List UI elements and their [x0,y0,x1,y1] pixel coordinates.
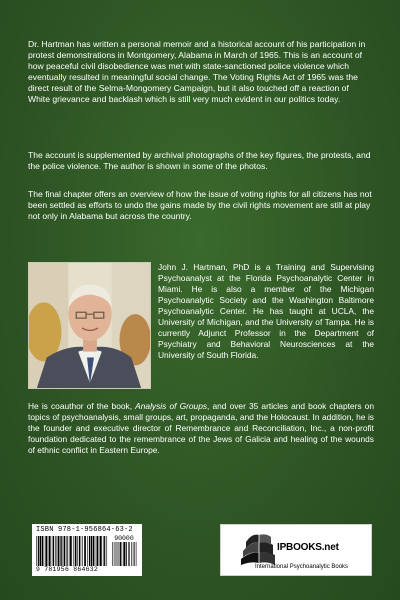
barcode-bar [48,536,49,566]
credits-intro: He is coauthor of the book, [28,401,136,411]
barcode-bar [69,536,70,566]
blurb-paragraph-1: Dr. Hartman has written a personal memoir and a historical account of his participation in protest demonstrations in Montgomery, Alabama in March of 1965. This is an account of how peaceful civil disobedience was met with state-sanctioned police violence which eventually resulted in meaningful social change. The Voting Rights Act of 1965 was the direct result of the Selma-Mongomery Campaign, but it also touched off a reaction of White grievance and backlash which is still very much evident in our politics today. [28,39,366,105]
barcode-bar [95,536,96,566]
barcode-bar [87,536,88,566]
barcode-bar [55,536,56,566]
barcode-digits: 9 781956 864632 [36,566,99,573]
blurb-paragraph-2: The account is supplemented by archival photographs of the key figures, the protests, and the police violence. The author is shown in some of the photos. [28,150,371,172]
barcode-bar [53,536,54,566]
barcode-bar [134,542,135,566]
barcode-bar [128,542,129,566]
publisher-name: IPBOOKS.net [277,542,339,553]
book-title: Analysis of Groups [135,401,208,411]
barcode-bar [89,536,90,566]
barcode-addon-number: 90000 [114,535,134,542]
barcode-bar [106,536,107,566]
barcode-bar [38,536,39,566]
barcode-bar [91,536,93,566]
book-stack-icon [237,529,277,567]
barcode-bar [45,536,47,566]
barcode-bar [112,542,113,566]
isbn-text: ISBN 978-1-956864-63-2 [36,526,133,534]
credits-rest: , and over 35 articles and book chapters on topics of psychoanalysis, small groups, art, propaganda, and the Holocaust. In addition, he is the founder and executive director of Remembrance and Reconciliation, Inc., a non-profit foundation dedicated to the remembrance of the Jews of Galicia and healing of the wounds of ethnic conflict in Eastern Europe. [28,401,374,455]
publisher-logo [220,524,372,576]
barcode-bar [52,536,53,566]
barcode-bar [70,536,72,566]
barcode-bar [100,536,102,566]
barcode-bar [136,542,137,566]
barcode-bar [103,536,104,566]
barcode-bar [73,536,74,566]
barcode-bar [104,536,105,566]
barcode-bar [126,542,127,566]
barcode-bar [61,536,62,566]
barcode-bar [49,536,51,566]
barcode-bar [57,536,58,566]
barcode-bar [58,536,60,566]
author-photo [28,262,151,389]
barcode-bar [40,536,42,566]
barcode-bar [82,536,83,566]
barcode-bar [60,536,61,566]
barcode-bar [133,542,134,566]
barcode-bar [114,542,115,566]
barcode-bar [84,536,86,566]
isbn-barcode [32,524,142,576]
author-bio: John J. Hartman, PhD is a Training and Supervising Psychoanalyst at the Florida Psychoanalytic Center in Miami. He is also a member of the Michigan Psychoanalytic Society and the Washington Baltimore Psychoanalytic Center. He has taught at UCLA, the University of Michigan, and the University of Tampa. He is currently Adjunct Professor in the Department of Psychiatry and Behavioral Neurosciences at the University of South Florida. [158,262,374,361]
barcode-bar [120,542,121,566]
barcode-bars [36,536,108,566]
barcode-bar [77,536,78,566]
barcode-bar [99,536,100,566]
barcode-bar [119,542,120,566]
barcode-bar [67,536,68,566]
barcode-bar [129,542,130,566]
barcode-bar [116,542,117,566]
barcode-bar [75,536,77,566]
barcode-bar [42,536,43,566]
barcode-bar [122,542,123,566]
blurb-paragraph-3: The final chapter offers an overview of how the issue of voting rights for all citizens has not been settled as efforts to undo the gains made by the civil rights movement are still at play not only in Alabama but across the country. [28,189,372,222]
barcode-bar [97,536,99,566]
barcode-bar [64,536,66,566]
barcode-bar [117,542,118,566]
barcode-bar [79,536,80,566]
barcode-bar [93,536,94,566]
barcode-bar [36,536,37,566]
barcode-bar [131,542,132,566]
publisher-tagline: International Psychoanalytic Books [255,564,349,570]
author-credits [28,401,374,456]
barcode-bar [44,536,45,566]
barcode-bar [123,542,125,566]
barcode-addon-bars [112,542,138,566]
author-photo-image [29,263,150,388]
barcode-bar [81,536,82,566]
